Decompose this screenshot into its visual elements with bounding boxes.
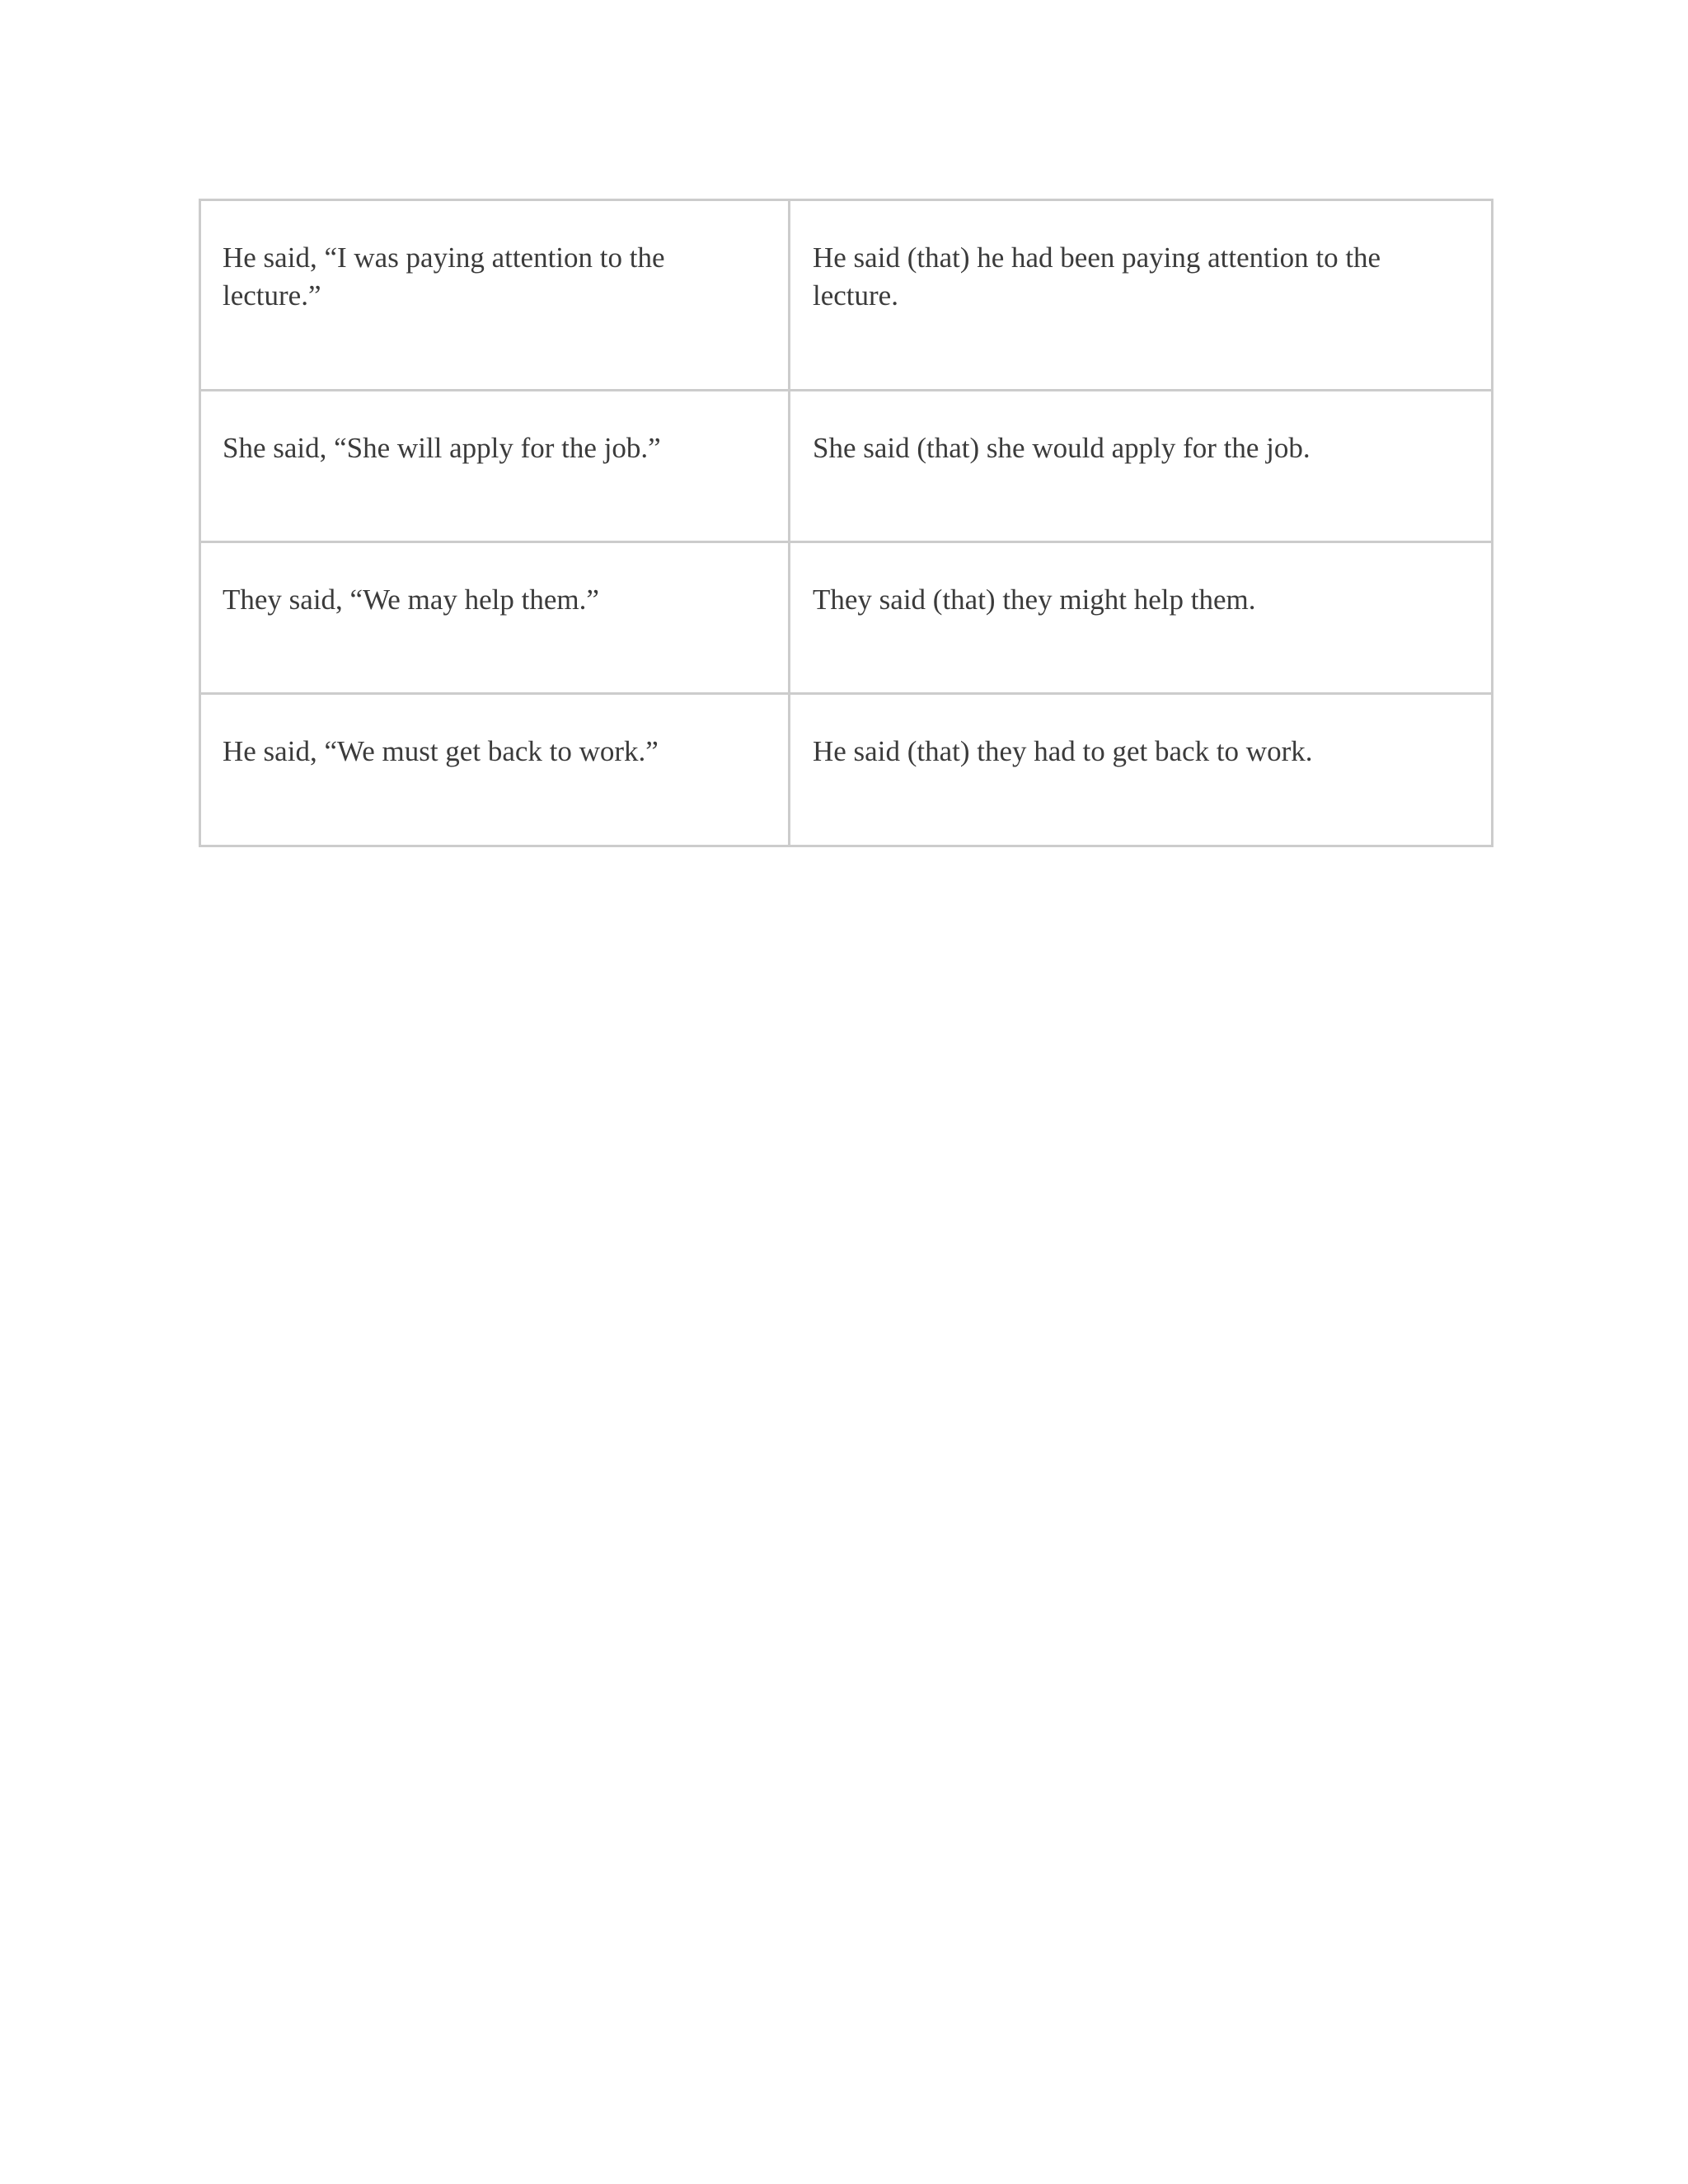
reported-speech-cell: He said (that) they had to get back to work.	[790, 694, 1493, 846]
reported-speech-cell: They said (that) they might help them.	[790, 542, 1493, 694]
direct-speech-cell: She said, “She will apply for the job.”	[200, 391, 790, 542]
direct-speech-cell: He said, “I was paying attention to the lecture.”	[200, 200, 790, 391]
table-row	[200, 542, 1493, 694]
reported-speech-cell: She said (that) she would apply for the job.	[790, 391, 1493, 542]
table-row	[200, 200, 1493, 391]
reported-speech-cell: He said (that) he had been paying attention to the lecture.	[790, 200, 1493, 391]
table-row	[200, 391, 1493, 542]
table-row	[200, 694, 1493, 846]
direct-speech-cell: He said, “We must get back to work.”	[200, 694, 790, 846]
direct-speech-cell: They said, “We may help them.”	[200, 542, 790, 694]
reported-speech-table	[199, 199, 1493, 847]
